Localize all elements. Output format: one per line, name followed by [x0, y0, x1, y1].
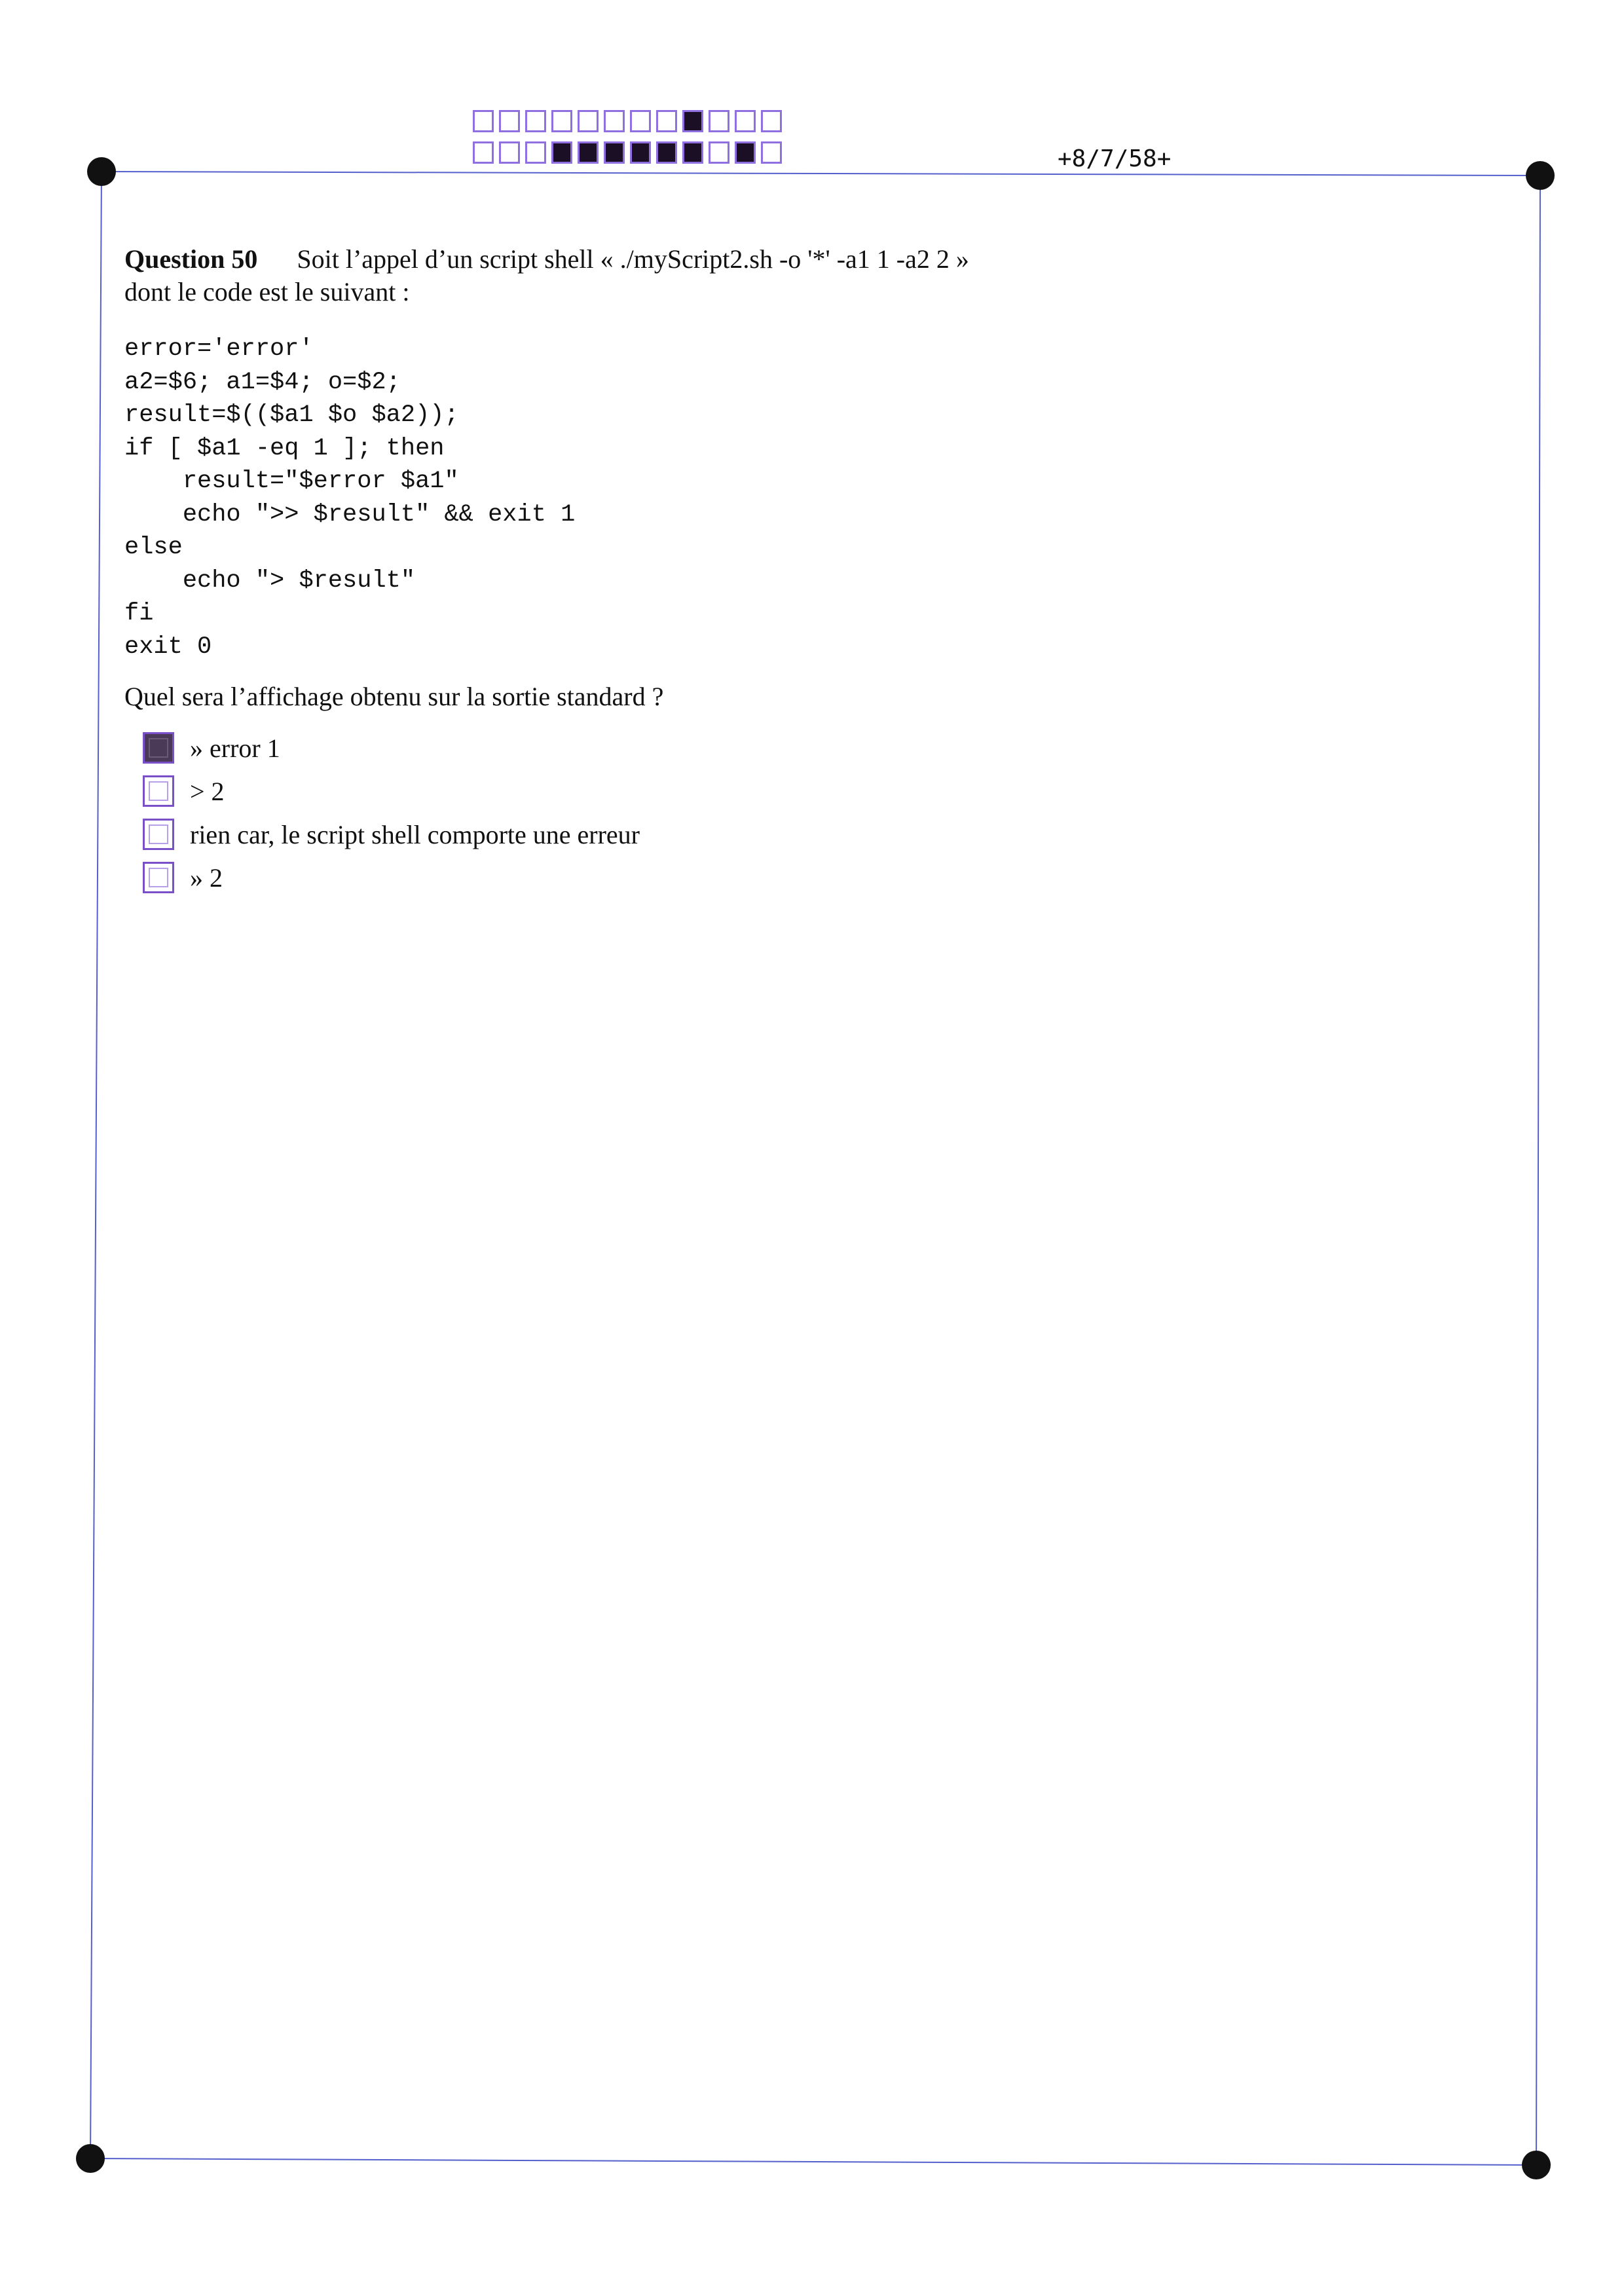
- corner-mark-top-right: [1526, 161, 1555, 190]
- checkbox[interactable]: [143, 862, 174, 893]
- id-cell-empty: [656, 110, 677, 132]
- question-prompt: Quel sera l’affichage obtenu sur la sortie standard ?: [124, 682, 664, 711]
- checkbox[interactable]: [143, 819, 174, 850]
- answer-label: » error 1: [190, 733, 280, 763]
- id-cell-filled: [551, 141, 572, 164]
- question-number: Question 50: [124, 244, 258, 274]
- id-cell-filled: [682, 110, 703, 132]
- id-cell-empty: [709, 110, 729, 132]
- id-cell-empty: [604, 110, 625, 132]
- id-cell-filled: [604, 141, 625, 164]
- answer-option-2[interactable]: [143, 775, 225, 807]
- corner-mark-bottom-left: [76, 2144, 105, 2173]
- answer-label: rien car, le script shell comporte une erreur: [190, 819, 640, 849]
- id-cell-empty: [525, 110, 546, 132]
- id-cell-empty: [473, 141, 494, 164]
- question-header: [124, 244, 969, 274]
- answer-label: » 2: [190, 862, 223, 893]
- code-block: error='error' a2=$6; a1=$4; o=$2; result=$(($a1 $o $a2)); if [ $a1 -eq 1 ]; then result="$error $a1" echo ">> $result" && exit 1 else echo "> $result" fi exit 0: [124, 335, 576, 661]
- checkbox[interactable]: [143, 732, 174, 764]
- id-cell-empty: [761, 141, 782, 164]
- id-cell-empty: [630, 110, 651, 132]
- id-code-row: [473, 110, 787, 132]
- id-cell-filled: [578, 141, 599, 164]
- id-cell-empty: [735, 110, 756, 132]
- corner-mark-top-left: [87, 157, 116, 186]
- id-cell-filled: [656, 141, 677, 164]
- id-cell-empty: [551, 110, 572, 132]
- id-cell-filled: [682, 141, 703, 164]
- question-intro: Soit l’appel d’un script shell « ./myScript2.sh -o '*' -a1 1 -a2 2 »: [297, 244, 969, 274]
- id-cell-empty: [578, 110, 599, 132]
- answer-option-3[interactable]: [143, 819, 640, 850]
- id-cell-empty: [761, 110, 782, 132]
- id-cell-empty: [473, 110, 494, 132]
- question-intro-line2: dont le code est le suivant :: [124, 277, 410, 306]
- answer-option-4[interactable]: [143, 862, 223, 893]
- id-cell-empty: [709, 141, 729, 164]
- id-cell-filled: [735, 141, 756, 164]
- id-cell-empty: [525, 141, 546, 164]
- checkbox[interactable]: [143, 775, 174, 807]
- answer-label: > 2: [190, 776, 225, 806]
- id-code-row: [473, 141, 787, 164]
- id-cell-filled: [630, 141, 651, 164]
- id-cell-empty: [499, 110, 520, 132]
- page-id: +8/7/58+: [1058, 145, 1172, 172]
- corner-mark-bottom-right: [1522, 2151, 1551, 2179]
- answer-option-1[interactable]: [143, 732, 280, 764]
- id-cell-empty: [499, 141, 520, 164]
